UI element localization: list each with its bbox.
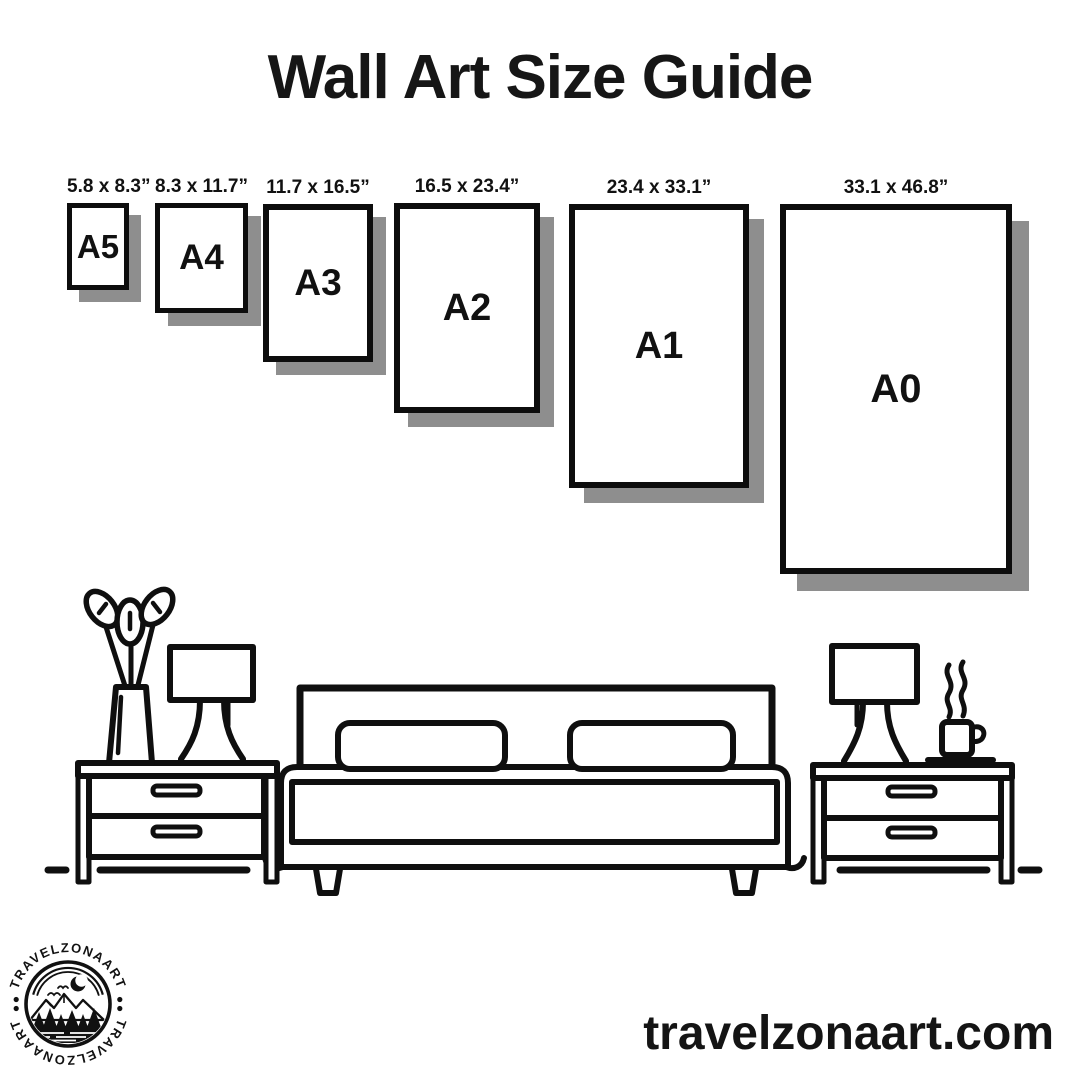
paper-size-a0	[780, 204, 1012, 574]
cup-body	[942, 722, 972, 755]
size-dims-label: 16.5 x 23.4”	[414, 176, 520, 197]
drawer-handle	[153, 827, 200, 836]
paper-size-a1	[569, 204, 749, 488]
size-code-label: A0	[870, 366, 922, 411]
badge-text-top: TRAVELZONAART	[6, 939, 130, 991]
size-dims-label: 23.4 x 33.1”	[606, 177, 712, 198]
paper-size-a5	[67, 203, 129, 290]
badge-scene	[28, 968, 108, 1043]
size-dims-label: 33.1 x 46.8”	[843, 177, 949, 198]
sheet-band	[292, 782, 777, 842]
pillow-left	[338, 723, 505, 769]
lamp-right-icon	[832, 646, 917, 765]
drawer-handle	[888, 828, 935, 837]
lamp-shade	[832, 646, 917, 702]
logo-badge	[6, 938, 130, 1068]
size-code-label: A4	[179, 238, 224, 277]
paper-size-a3	[263, 204, 373, 362]
size-code-label: A2	[442, 286, 492, 329]
size-code-label: A1	[634, 324, 684, 367]
pillow-right	[570, 723, 733, 769]
bed-icon	[265, 688, 804, 893]
size-dims-label: 8.3 x 11.7”	[155, 176, 248, 197]
size-code-label: A5	[76, 227, 120, 265]
paper-size-a2	[394, 203, 540, 413]
plant-icon	[80, 584, 179, 763]
lamp-left-icon	[170, 647, 253, 763]
drawer-handle	[153, 786, 200, 795]
size-code-label: A3	[294, 262, 342, 303]
lamp-base	[844, 702, 906, 765]
badge-text-bottom: TRAVELZONAART	[6, 1017, 130, 1068]
nightstand-right	[813, 765, 1012, 882]
vase	[109, 687, 152, 763]
website-url: travelzonaart.com	[643, 1007, 1054, 1060]
size-dims-label: 5.8 x 8.3”	[67, 176, 151, 197]
nightstand-left	[78, 763, 277, 882]
paper-size-a4	[155, 203, 248, 313]
coffee-cup-icon	[928, 662, 993, 760]
lamp-shade	[170, 647, 253, 700]
size-dims-label: 11.7 x 16.5”	[266, 177, 370, 198]
bedroom-illustration	[0, 575, 1080, 905]
lamp-base	[181, 700, 243, 763]
drawer-handle	[888, 787, 935, 796]
page-title: Wall Art Size Guide	[267, 43, 813, 112]
moon-icon	[71, 974, 88, 991]
